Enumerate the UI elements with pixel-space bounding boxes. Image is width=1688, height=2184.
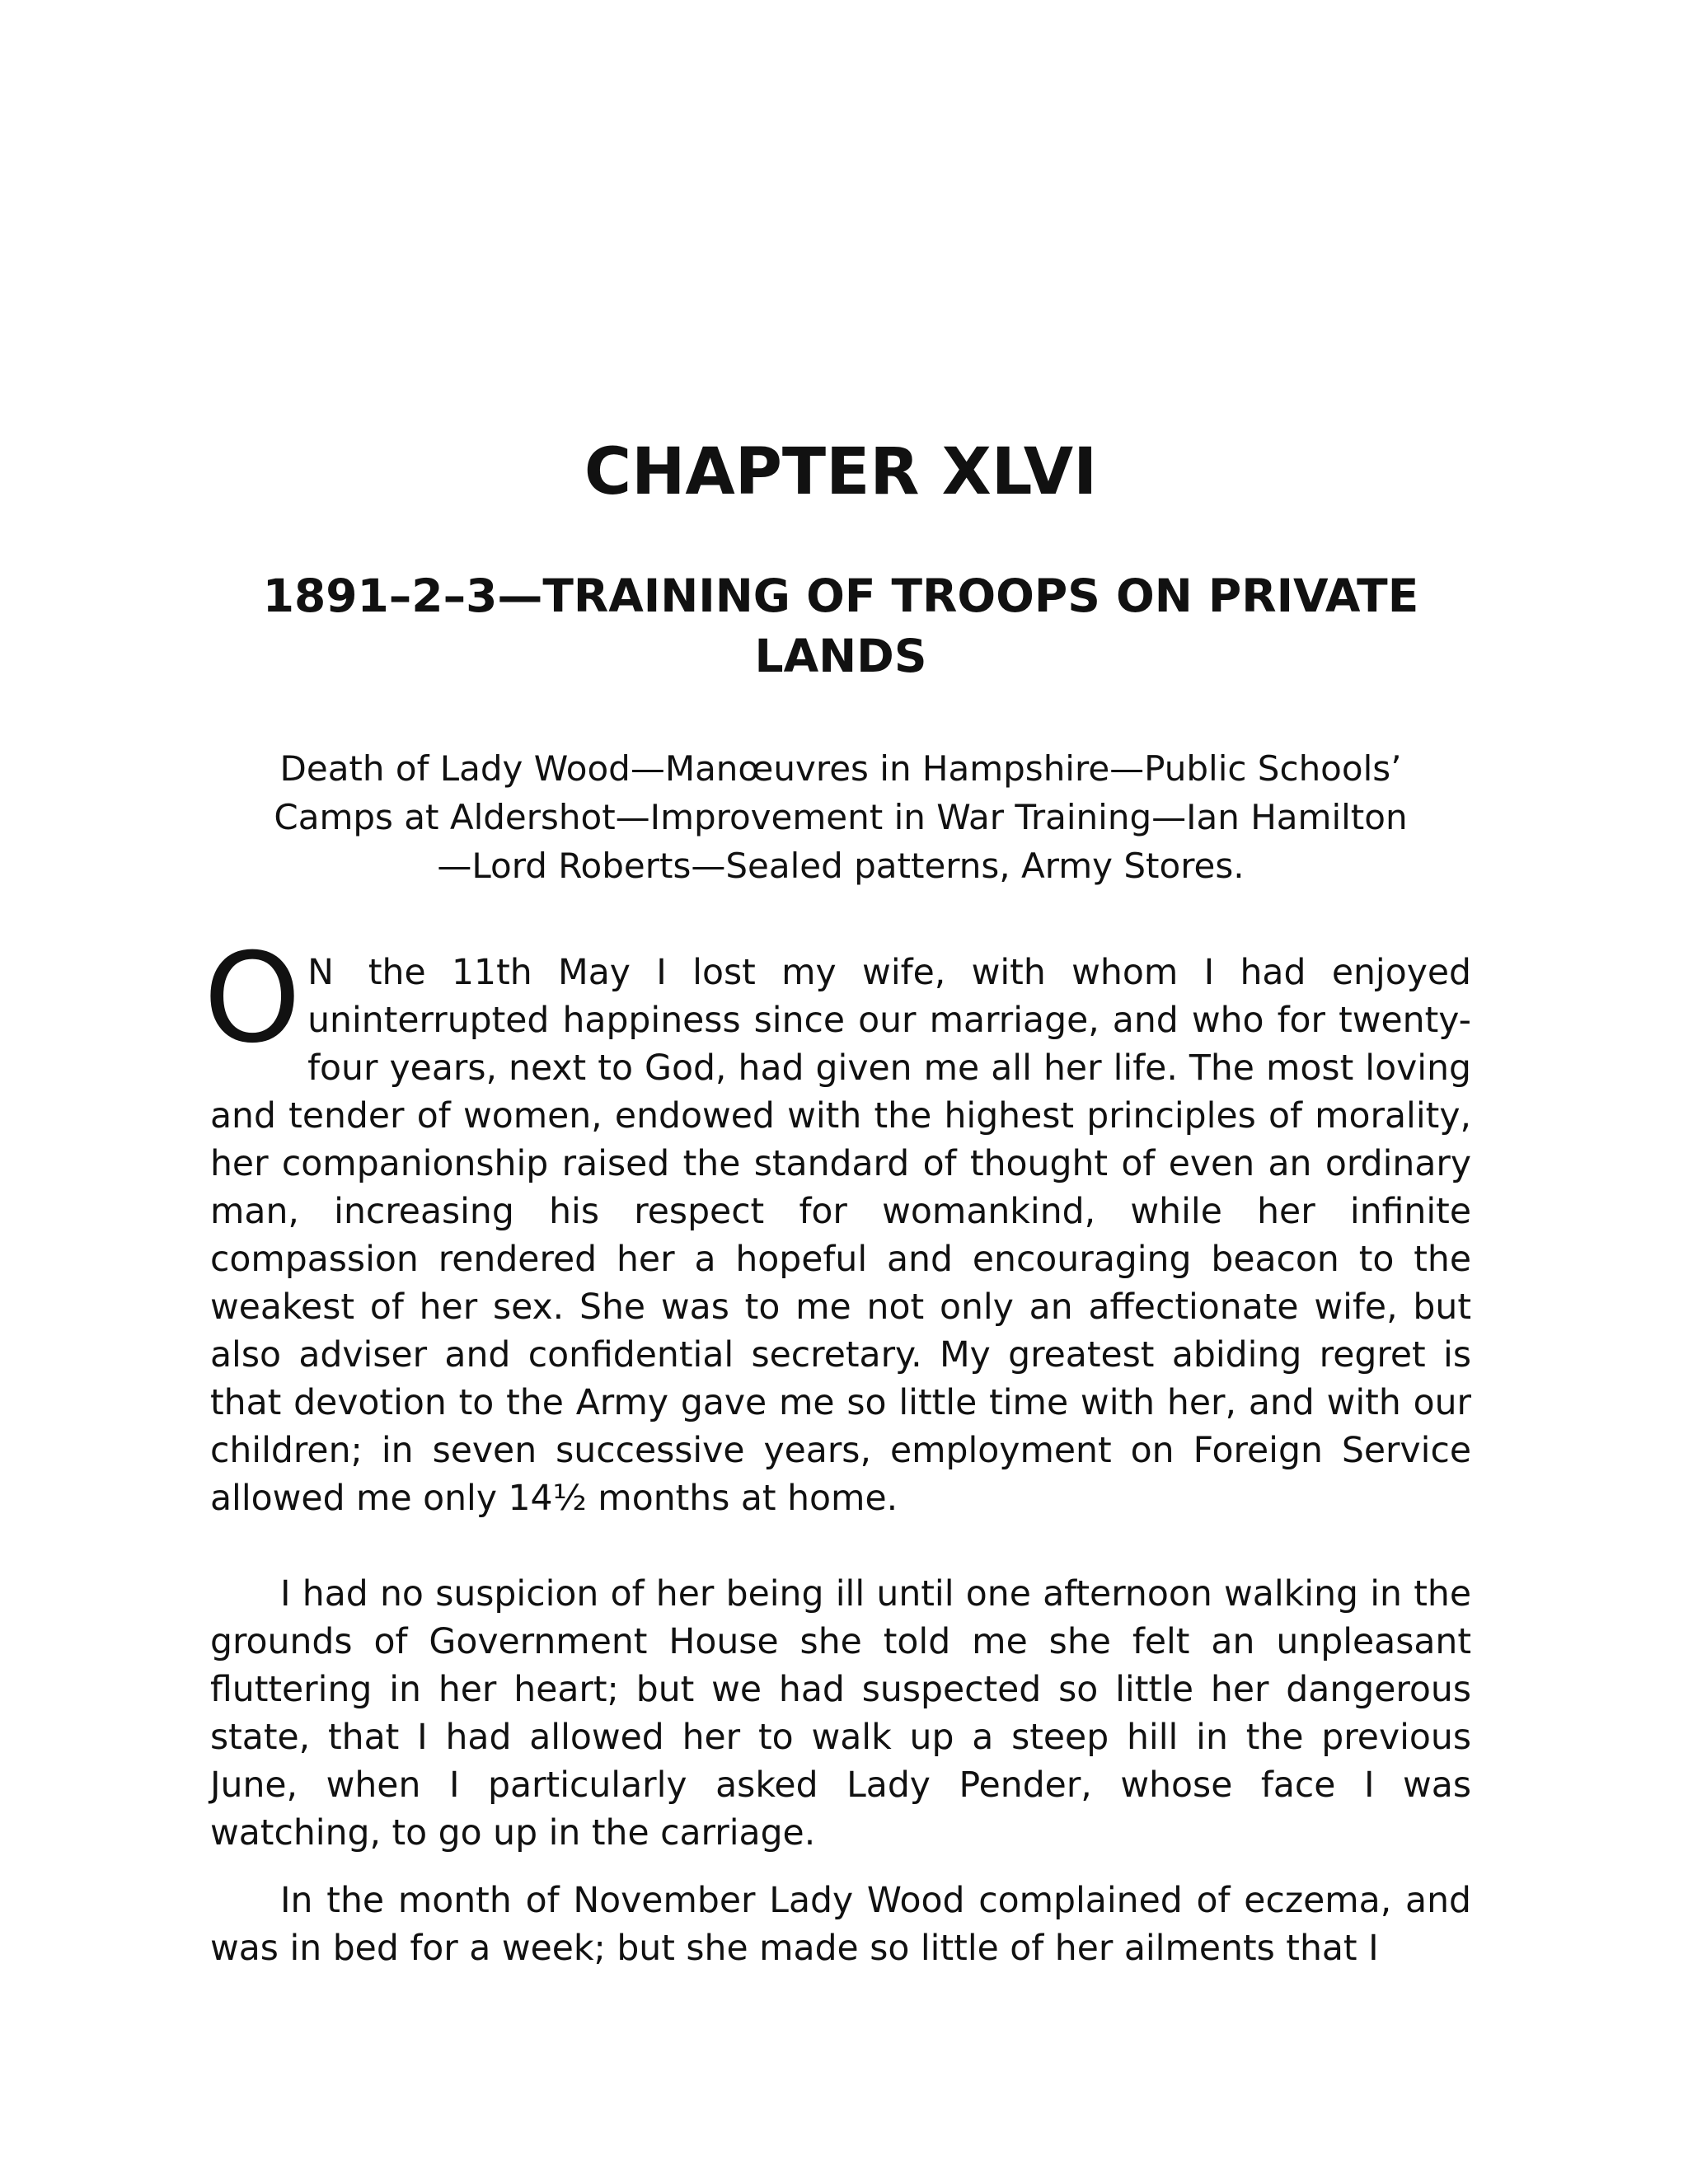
body-paragraph-2: I had no suspicion of her being ill until one afternoon walking in the grounds of Government House she told me she felt an unpleasant fluttering in her heart; but we had suspected so little her dangerous state, that I had allowed her to walk up a steep hill in the previous June, when I particularly asked Lady Pender, whose face I was watching, to go up in the carriage. (210, 1574, 1471, 1854)
drop-cap: O (204, 927, 302, 1071)
chapter-summary: Death of Lady Wood—Manœuvres in Hampshire—Public Schools’ Camps at Aldershot—Improvement in War Training—Ian Hamilton—Lord Roberts—Sealed patterns, Army Stores. (274, 748, 1408, 886)
chapter-subtitle: 1891–2–3—TRAINING OF TROOPS ON PRIVATE LANDS (262, 569, 1419, 682)
body-paragraph-1 (204, 927, 1471, 1523)
book-page (204, 433, 1471, 1973)
body-paragraph-3: In the month of November Lady Wood complained of eczema, and was in bed for a week; but she made so little of her ailments that I (210, 1881, 1471, 1969)
paragraph-1-text: the 11th May I lost my wife, with whom I had enjoyed uninterrupted happiness since our marriage, and who for twenty-four years, next to God, had given me all her life. The most loving and tender of women, endowed with the highest principles of morality, her companionship raised the standard of thought of even an ordinary man, increasing his respect for womankind, while her infinite compassion rendered her a hopeful and encouraging beacon to the weakest of her sex. She was to me not only an affectionate wife, but also adviser and confidential secretary. My greatest abiding regret is that devotion to the Army gave me so little time with her, and with our children; in seven successive years, employment on Foreign Service allowed me only 14½ months at home. (210, 953, 1471, 1519)
drop-cap-continuation: N (307, 953, 334, 993)
chapter-title: CHAPTER XLVI (584, 435, 1098, 509)
